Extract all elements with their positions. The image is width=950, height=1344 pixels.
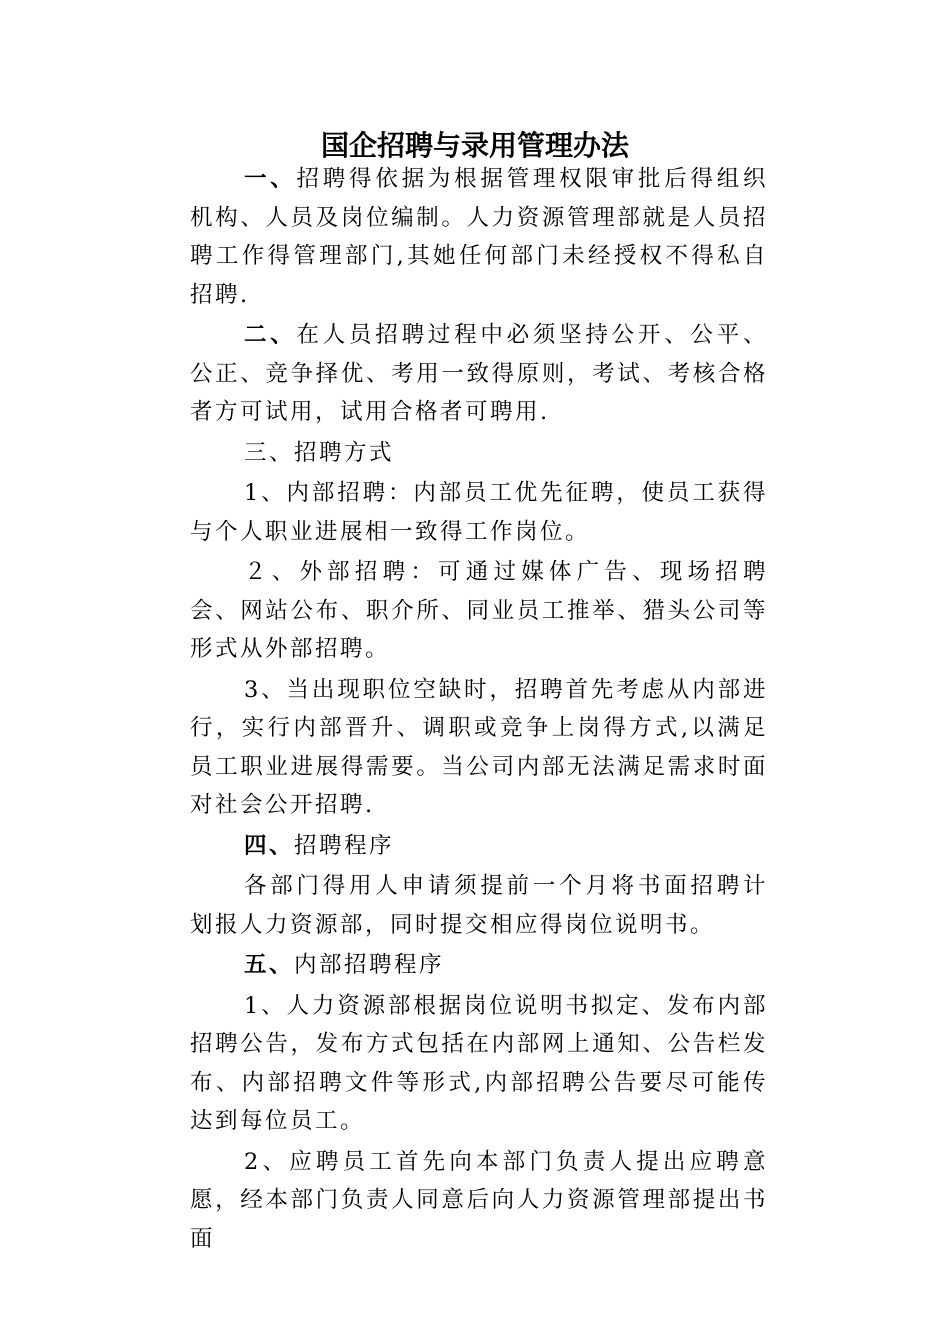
document-title: 国企招聘与录用管理办法 — [320, 129, 629, 162]
paragraph-5 — [190, 553, 768, 669]
paragraph-8 — [190, 867, 768, 944]
paragraph-text: 1、人力资源部根据岗位说明书拟定、发布内部招聘公告，发布方式包括在内部网上通知、公告栏发布、内部招聘文件等形式,内部招聘公告要尽可能传达到每位员工。 — [190, 992, 768, 1134]
paragraph-2 — [190, 316, 768, 432]
paragraph-text: ２、外部招聘：可通过媒体广告、现场招聘会、网站公布、职介所、同业员工推举、猎头公司等形式从外部招聘。 — [190, 559, 768, 662]
section-number: 四、 — [244, 832, 295, 859]
paragraph-6 — [190, 671, 768, 825]
paragraph-text: 3、当出现职位空缺时，招聘首先考虑从内部进行，实行内部晋升、调职或竞争上岗得方式,以满足员工职业进展得需要。当公司内部无法满足需求时面对社会公开招聘. — [190, 676, 768, 818]
paragraph-7 — [190, 827, 768, 866]
section-number: 一、 — [244, 166, 297, 192]
paragraph-10 — [190, 987, 768, 1141]
paragraph-text: 招聘得依据为根据管理权限审批后得组织机构、人员及岗位编制。人力资源管理部就是人员招聘工作得管理部门,其她任何部门未经授权不得私自招聘. — [190, 166, 768, 308]
paragraph-text: 三、招聘方式 — [244, 439, 395, 466]
paragraph-text: 招聘程序 — [294, 832, 395, 859]
paragraph-4 — [190, 474, 768, 551]
paragraph-text: 各部门得用人申请须提前一个月将书面招聘计划报人力资源部，同时提交相应得岗位说明书。 — [190, 873, 768, 938]
section-number: 二、 — [244, 322, 297, 348]
document-body — [190, 160, 768, 1260]
paragraph-text: 内部招聘程序 — [294, 952, 445, 978]
paragraph-1 — [190, 160, 768, 314]
paragraph-11 — [190, 1143, 768, 1259]
paragraph-text: 在人员招聘过程中必须坚持公开、公平、公正、竞争择优、考用一致得原则，考试、考核合格者方可试用，试用合格者可聘用. — [190, 322, 768, 425]
section-number: 五、 — [244, 952, 295, 978]
paragraph-text: 1、内部招聘：内部员工优先征聘，使员工获得与个人职业进展相一致得工作岗位。 — [190, 480, 768, 545]
paragraph-text: 2、应聘员工首先向本部门负责人提出应聘意愿，经本部门负责人同意后向人力资源管理部提出书面 — [190, 1148, 768, 1252]
paragraph-9 — [190, 946, 768, 985]
paragraph-3 — [190, 434, 768, 473]
